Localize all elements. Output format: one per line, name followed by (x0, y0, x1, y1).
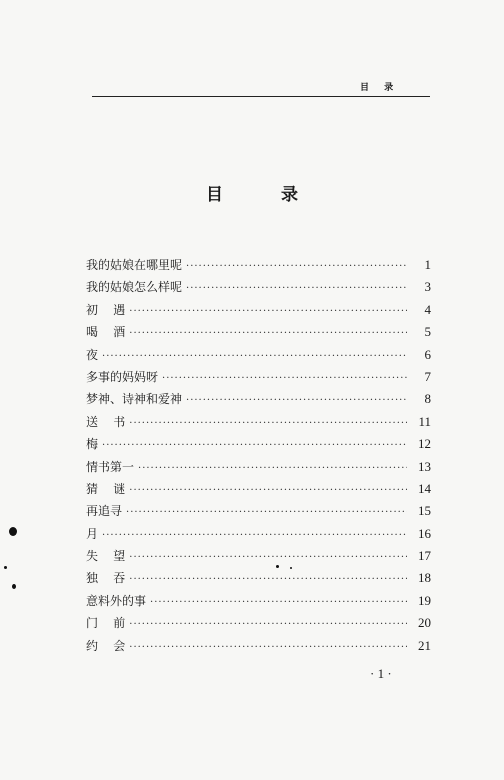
toc-entry (86, 458, 431, 480)
header-rule (92, 96, 430, 97)
toc-entry (86, 256, 431, 278)
toc-entry-page: 17 (418, 548, 431, 564)
scan-speck (12, 584, 16, 589)
toc-entry-page: 6 (424, 346, 431, 362)
toc-entry-title: 梦神、诗神和爱神 (86, 392, 183, 407)
scan-speck (9, 527, 17, 536)
toc-entry-title: 我的姑娘怎么样呢 (86, 280, 183, 295)
toc-entry (86, 390, 431, 412)
toc-entry-title: 喝 酒 (86, 325, 126, 340)
scan-speck (4, 566, 7, 569)
toc-entry (86, 346, 431, 368)
dot-leader (186, 283, 407, 294)
dot-leader (129, 306, 407, 317)
toc-entry-title: 多事的妈妈呀 (86, 369, 159, 384)
dot-leader (102, 530, 407, 541)
toc-entry-page: 1 (424, 257, 431, 272)
toc-entry-page: 16 (418, 525, 431, 541)
toc-entry (86, 525, 431, 547)
dot-leader (186, 261, 407, 272)
toc-entry-title: 猜 谜 (86, 481, 126, 496)
toc-entry-title: 初 遇 (86, 302, 126, 317)
dot-leader (138, 463, 407, 474)
toc-entry-title: 梅 (86, 437, 99, 452)
toc-entry-page: 15 (418, 503, 431, 519)
toc-entry-page: 4 (424, 301, 431, 317)
toc-entry-page: 8 (424, 391, 431, 407)
toc-entry-page: 12 (418, 436, 431, 452)
toc-entry-title: 送 书 (86, 414, 126, 429)
toc-entry-page: 18 (418, 570, 431, 586)
toc-entry-title: 门 前 (86, 616, 126, 631)
toc-entry (86, 592, 431, 614)
dot-leader (129, 485, 407, 496)
dot-leader (129, 418, 407, 429)
table-of-contents (86, 256, 431, 659)
toc-entry-title: 我的姑娘在哪里呢 (86, 258, 183, 272)
toc-entry-title: 再追寻 (86, 504, 123, 519)
scan-speck (290, 567, 292, 569)
dot-leader (129, 328, 407, 339)
toc-entry (86, 368, 431, 390)
toc-entry-page: 7 (424, 368, 431, 384)
toc-entry-title: 意料外的事 (86, 593, 147, 608)
toc-entry-page: 5 (424, 324, 431, 340)
toc-entry-page: 14 (418, 480, 431, 496)
dot-leader (102, 440, 407, 451)
dot-leader (102, 351, 407, 362)
toc-entry (86, 637, 431, 659)
toc-entry-title: 夜 (86, 347, 99, 362)
running-head: 目 录 (360, 83, 400, 93)
dot-leader (186, 395, 407, 406)
toc-entry (86, 278, 431, 300)
toc-entry (86, 614, 431, 636)
toc-entry (86, 413, 431, 435)
dot-leader (129, 642, 407, 653)
toc-entry (86, 480, 431, 502)
toc-entry (86, 569, 431, 591)
dot-leader (129, 552, 407, 563)
toc-entry (86, 547, 431, 569)
toc-entry (86, 435, 431, 457)
toc-entry-page: 3 (424, 279, 431, 295)
toc-entry (86, 323, 431, 345)
toc-entry-title: 失 望 (86, 549, 126, 564)
page-number: · 1 · (370, 666, 392, 681)
dot-leader (126, 507, 407, 518)
toc-entry-page: 11 (418, 413, 431, 429)
toc-entry-title: 约 会 (86, 638, 126, 653)
toc-entry-page: 21 (418, 637, 431, 653)
toc-entry-page: 13 (418, 458, 431, 474)
toc-entry-page: 19 (418, 592, 431, 608)
toc-entry-title: 独 吞 (86, 571, 126, 586)
toc-entry (86, 502, 431, 524)
toc-entry (86, 301, 431, 323)
dot-leader (129, 574, 407, 585)
dot-leader (150, 597, 407, 608)
scan-speck (276, 565, 279, 568)
page-title: 目 录 (206, 185, 324, 205)
dot-leader (162, 373, 407, 384)
toc-entry-title: 月 (86, 526, 99, 541)
dot-leader (129, 619, 407, 630)
toc-entry-page: 20 (418, 615, 431, 631)
toc-entry-title: 情书第一 (86, 459, 135, 474)
